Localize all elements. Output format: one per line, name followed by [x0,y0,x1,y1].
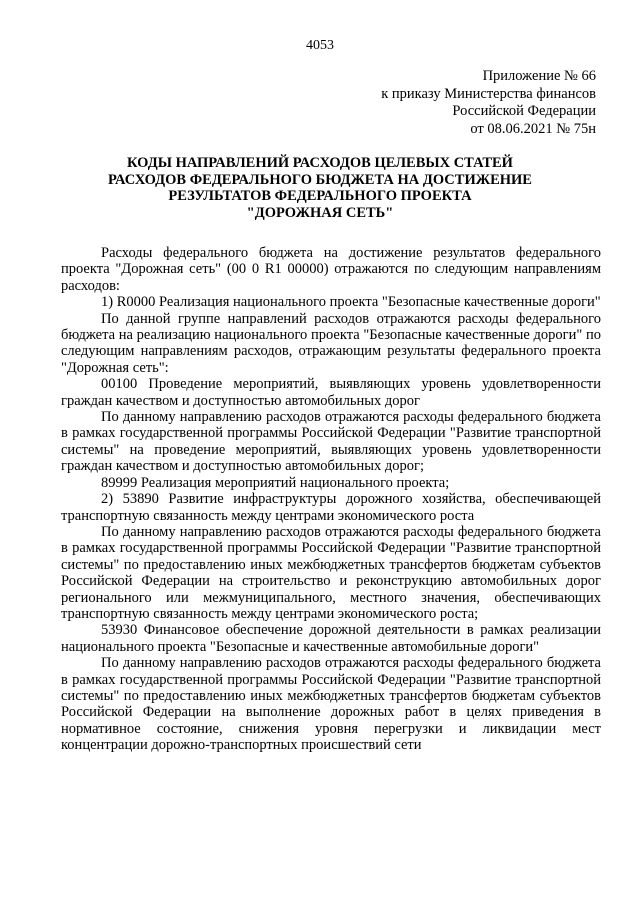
page-number: 4053 [306,38,334,53]
paragraph: Расходы федерального бюджета на достижение результатов федерального проекта "Дорожная сеть" (00 0 R1 00000) отражаются по следующим направлениям расходов: [61,245,601,294]
appendix-line: Приложение № 66 [482,68,596,84]
title-line: КОДЫ НАПРАВЛЕНИЙ РАСХОДОВ ЦЕЛЕВЫХ СТАТЕЙ [127,155,513,171]
paragraph: 89999 Реализация мероприятий национального проекта; [101,474,450,491]
paragraph: По данному направлению расходов отражаются расходы федерального бюджета в рамках государственной программы Российской Федерации "Развитие транспортной системы" по предоставлению иных межбюджетных трансфертов бюджетам субъектов Российской Федерации на строительство и реконструкцию автомобильных дорог регионального или межмуниципального, местного значения, обеспечивающих транспортную связанность между центрами экономического роста; [61,523,601,622]
paragraph: 53930 Финансовое обеспечение дорожной деятельности в рамках реализации национального проекта "Безопасные и качественные автомобильные дороги" [61,622,601,655]
document-title [60,155,580,221]
appendix-line: от 08.06.2021 № 75н [470,120,596,137]
appendix-header [336,68,596,138]
paragraph: По данному направлению расходов отражаются расходы федерального бюджета в рамках государственной программы Российской Федерации "Развитие транспортной системы" на проведение мероприятий, выявляющих уровень удовлетворенности граждан качеством и доступностью автомобильных дорог; [61,409,601,475]
paragraph: 1) R0000 Реализация национального проекта "Безопасные качественные дороги" [101,294,601,311]
paragraph: По данной группе направлений расходов отражаются расходы федерального бюджета на реализацию национального проекта "Безопасные качественные дороги" по следующим направлениям расходов, отражающим результаты федерального проекта "Дорожная сеть": [61,310,601,376]
title-line: РАСХОДОВ ФЕДЕРАЛЬНОГО БЮДЖЕТА НА ДОСТИЖЕНИЕ [108,171,532,188]
title-line: "ДОРОЖНАЯ СЕТЬ" [246,204,394,221]
paragraph: 00100 Проведение мероприятий, выявляющих уровень удовлетворенности граждан качеством и доступностью автомобильных дорог [61,376,601,409]
appendix-line: Российской Федерации [452,103,596,119]
appendix-line: к приказу Министерства финансов [381,85,596,102]
paragraph: 2) 53890 Развитие инфраструктуры дорожного хозяйства, обеспечивающей транспортную связанность между центрами экономического роста [61,491,601,524]
document-body [61,245,601,754]
title-line: РЕЗУЛЬТАТОВ ФЕДЕРАЛЬНОГО ПРОЕКТА [168,188,472,204]
paragraph: По данному направлению расходов отражаются расходы федерального бюджета в рамках государственной программы Российской Федерации "Развитие транспортной системы" по предоставлению иных межбюджетных трансфертов бюджетам субъектов Российской Федерации на выполнение дорожных работ в целях приведения в нормативное состояние, снижения уровня перегрузки и ликвидации мест концентрации дорожно-транспортных происшествий сети [61,655,601,754]
